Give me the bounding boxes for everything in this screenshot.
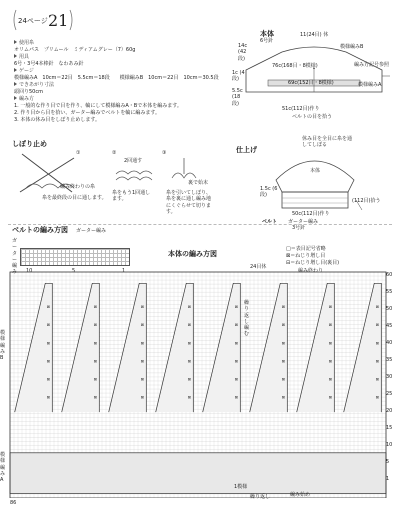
legend-item xyxy=(286,253,396,260)
finish-rest-label: 休み目を全目に糸を通してしぼる xyxy=(302,136,353,149)
main-chart xyxy=(8,270,388,498)
stitch-symbol: ⊠ xyxy=(187,376,192,382)
materials-text xyxy=(14,117,229,124)
materials-heading xyxy=(14,96,229,103)
finish-width: 50c(112目)作り xyxy=(292,211,330,217)
row-numbers xyxy=(386,272,398,492)
stitch-symbol: ⊠ xyxy=(187,394,192,400)
stitch-symbol: ⊠ xyxy=(93,322,98,328)
stitch-symbol: ⊠ xyxy=(46,340,51,346)
section-divider xyxy=(8,224,392,225)
row-number: 1 xyxy=(386,476,390,482)
row-number: 35 xyxy=(386,357,393,363)
materials-text xyxy=(14,61,229,68)
materials-line-text: できあがり寸法 xyxy=(19,82,55,88)
finish-belt-pattern: ガーター編み xyxy=(288,219,319,225)
bullet-triangle-icon xyxy=(14,82,17,86)
step-2: ② xyxy=(112,150,117,156)
body-diagram-title: 本体 xyxy=(260,30,274,38)
shibori-pull: 糸を引いてしぼり、糸を裏に通し編み地にくぐらせて切ります。 xyxy=(166,190,212,215)
shibori-two-together: 2回通す xyxy=(124,158,143,164)
shibori-tail: 裏で始末 xyxy=(188,180,209,186)
stitch-symbol: ⊠ xyxy=(375,376,380,382)
finish-left: 1.5c (6段) xyxy=(260,186,278,199)
body-side-a: 14c (42段) xyxy=(238,43,248,62)
stitch-symbol: ⊠ xyxy=(375,358,380,364)
stitch-symbol: ⊠ xyxy=(46,394,51,400)
stitch-symbol: ⊠ xyxy=(234,304,239,310)
legend-symbol: ⊟ xyxy=(286,260,291,266)
stitch-symbol: ⊠ xyxy=(281,394,286,400)
chart-legend xyxy=(286,246,396,267)
main-top-count: 24目休 xyxy=(250,264,267,270)
stitch-symbol: ⊠ xyxy=(328,376,333,382)
materials-line-text: 使用糸 xyxy=(19,40,35,46)
materials-line-text: 3. 本体の休み目をしぼり止めします。 xyxy=(14,117,100,123)
row-number: 55 xyxy=(386,289,393,295)
row-number: 50 xyxy=(386,306,393,312)
stitch-symbol: ⊠ xyxy=(187,340,192,346)
stitch-symbol: ⊠ xyxy=(328,340,333,346)
stitch-symbol: ⊠ xyxy=(281,322,286,328)
stitch-symbol: ⊠ xyxy=(93,340,98,346)
stitch-symbol: ⊠ xyxy=(93,394,98,400)
stitch-symbol: ⊠ xyxy=(187,322,192,328)
body-belt-pickup: ベルトの目を拾う xyxy=(292,114,333,120)
body-needle: 6号針 xyxy=(260,38,274,44)
finish-pick: (112目)拾う xyxy=(352,198,381,204)
stitch-symbol: ⊠ xyxy=(140,322,145,328)
stitch-symbol: ⊠ xyxy=(93,358,98,364)
bullet-triangle-icon xyxy=(14,40,17,44)
body-decrease: 編み方記号参照 xyxy=(354,62,390,68)
materials-text xyxy=(14,89,229,96)
page-number: 86 xyxy=(10,500,17,506)
materials-line-text: 用具 xyxy=(19,54,30,60)
stitch-symbol: ⊠ xyxy=(140,358,145,364)
body-diagram xyxy=(232,30,397,130)
step-1: ① xyxy=(76,150,81,156)
finish-title: 仕上げ xyxy=(236,146,257,154)
stitch-symbol: ⊠ xyxy=(375,340,380,346)
shibori-yarn-end: 編み終わりの糸 xyxy=(60,184,96,190)
stitch-symbol: ⊠ xyxy=(187,304,192,310)
shibori-pass-twice: 糸をもう1回通します。 xyxy=(112,190,151,203)
main-end-label: 編み終わり xyxy=(298,268,324,274)
materials-line-text: 2. 作り目から目を拾い、ガーター編みでベルトを輪に編みます。 xyxy=(14,110,160,116)
stitch-symbol: ⊠ xyxy=(46,358,51,364)
stitch-symbol: ⊠ xyxy=(234,376,239,382)
chart-repeat-wedge xyxy=(203,283,241,412)
main-pat-b-left: 模様編みB xyxy=(0,330,6,361)
belt-chart-title: ベルトの編み方図 xyxy=(12,226,68,234)
belt-side-label: ガーター編み xyxy=(12,238,18,276)
finish-body-label: 本体 xyxy=(310,168,321,174)
legend-text: ＝ねじり増し目(裏目) xyxy=(290,260,340,266)
bullet-triangle-icon xyxy=(14,54,17,58)
legend-text: ＝ねじり増し目 xyxy=(290,253,326,259)
row-number: 10 xyxy=(386,442,393,448)
body-pattern-a: 模様編みA xyxy=(358,82,382,88)
stitch-symbol: ⊠ xyxy=(328,358,333,364)
bullet-triangle-icon xyxy=(14,96,17,100)
stitch-symbol: ⊠ xyxy=(140,394,145,400)
row-number: 45 xyxy=(386,323,393,329)
pattern-a-band xyxy=(10,453,386,494)
stitch-symbol: ⊠ xyxy=(46,322,51,328)
shibori-last-row: 糸を最終段の目に通します。 xyxy=(42,195,107,201)
pattern-header xyxy=(12,8,74,32)
pattern-number: 21 xyxy=(48,11,69,30)
main-chart-svg xyxy=(8,270,388,498)
stitch-symbol: ⊠ xyxy=(375,304,380,310)
shibori-section xyxy=(12,140,212,220)
finish-belt: ベルト xyxy=(262,219,278,225)
stitch-symbol: ⊠ xyxy=(46,304,51,310)
materials-line-text: 1. 一般的な作り目で目を作り、輪にして模様編みA・Bで本体を編みます。 xyxy=(14,103,182,109)
materials-text xyxy=(14,47,229,54)
legend-item xyxy=(286,260,396,267)
finish-diagram xyxy=(232,130,397,230)
body-top-dim: 11(24目) 休 xyxy=(300,32,329,38)
materials-line-text: 頭回り50cm xyxy=(14,89,43,95)
stitch-symbol: ⊠ xyxy=(328,322,333,328)
stitch-symbol: ⊠ xyxy=(93,304,98,310)
legend-text: ＝表目記号省略 xyxy=(290,246,326,252)
materials-list xyxy=(14,40,229,124)
belt-grid xyxy=(20,248,130,266)
stitch-symbol: ⊠ xyxy=(281,358,286,364)
belt-chart xyxy=(12,226,132,276)
row-number: 60 xyxy=(386,272,393,278)
stitch-symbol: ⊠ xyxy=(281,304,286,310)
belt-num-10: 10 xyxy=(26,268,33,274)
shibori-title: しぼり止め xyxy=(12,140,47,148)
chart-repeat-wedge xyxy=(156,283,194,412)
row-number: 40 xyxy=(386,340,393,346)
chart-repeat-wedge xyxy=(109,283,147,412)
chart-repeat-wedge xyxy=(297,283,335,412)
page-reference: 24ページ xyxy=(18,17,48,25)
body-width-bottom: 51c(112目)作り xyxy=(282,106,320,112)
materials-heading xyxy=(14,68,229,75)
stitch-symbol: ⊠ xyxy=(281,340,286,346)
stitch-symbol: ⊠ xyxy=(375,322,380,328)
stitch-symbol: ⊠ xyxy=(375,394,380,400)
belt-num-1: 1 xyxy=(122,268,126,274)
materials-line-text: ゲージ xyxy=(19,68,34,74)
body-left-55c: 5.5c (18段) xyxy=(232,88,243,107)
chart-repeat-wedge xyxy=(344,283,382,412)
row-number: 5 xyxy=(386,459,390,465)
stitch-symbol: ⊠ xyxy=(140,376,145,382)
row-number: 30 xyxy=(386,374,393,380)
row-number: 20 xyxy=(386,408,393,414)
main-pat-a-left: 模様編みA xyxy=(0,452,6,483)
stitch-symbol: ⊠ xyxy=(93,376,98,382)
stitch-symbol: ⊠ xyxy=(281,376,286,382)
legend-item xyxy=(286,246,396,253)
stitch-symbol: ⊠ xyxy=(234,394,239,400)
body-shape-icon xyxy=(232,44,397,104)
stitch-symbol: ⊠ xyxy=(234,358,239,364)
stitch-symbol: ⊠ xyxy=(328,394,333,400)
stitch-symbol: ⊠ xyxy=(140,340,145,346)
materials-text xyxy=(14,75,229,82)
bullet-triangle-icon xyxy=(14,68,17,72)
step-3: ③ xyxy=(162,150,167,156)
belt-num-5: 5 xyxy=(72,268,76,274)
main-start-label: 編み始め xyxy=(290,492,311,498)
stitch-symbol: ⊠ xyxy=(328,304,333,310)
stitch-symbol: ⊠ xyxy=(187,358,192,364)
chart-repeat-wedge xyxy=(250,283,288,412)
row-number: 25 xyxy=(386,391,393,397)
body-left-1c: 1c (4段) xyxy=(232,70,245,83)
stitch-symbol: ⊠ xyxy=(234,340,239,346)
main-chart-title: 本体の編み方図 xyxy=(168,250,217,258)
finish-needle: 3号針 xyxy=(292,225,306,231)
belt-chart-pattern: ガーター編み xyxy=(76,228,107,234)
materials-line-text: オリムパス プリムール ミディアムグレー（7）60g xyxy=(14,47,136,53)
materials-heading xyxy=(14,54,229,61)
legend-symbol: ⊠ xyxy=(286,253,291,259)
chart-repeat-wedge xyxy=(62,283,100,412)
materials-text xyxy=(14,103,229,110)
materials-heading xyxy=(14,82,229,89)
stitch-symbol: ⊠ xyxy=(140,304,145,310)
chart-repeat-wedge xyxy=(15,283,53,412)
materials-line-text: 模様編みA 10cm＝22目 5.5cm＝18段 模様編みB 10cm＝22目 10cm＝30.5段 xyxy=(14,75,219,81)
body-width-top: 76c(168目・8模様) xyxy=(272,63,318,69)
body-width-mid: 69c(152目・8模様) xyxy=(288,80,334,86)
materials-line-text: 編み方 xyxy=(19,96,35,102)
materials-line-text: 6号・3号4本棒針 なわあみ針 xyxy=(14,61,84,67)
body-pattern-b: 模様編みB xyxy=(340,44,364,50)
stitch-symbol: ⊠ xyxy=(234,322,239,328)
row-number: 15 xyxy=(386,425,393,431)
main-repeat2: 繰り返し xyxy=(250,494,271,500)
materials-heading xyxy=(14,40,229,47)
main-repeat-label: 繰り返し編む xyxy=(244,300,250,338)
main-one-repeat: 1模様 xyxy=(234,484,248,490)
legend-symbol: □ xyxy=(286,246,291,252)
stitch-symbol: ⊠ xyxy=(46,376,51,382)
materials-text xyxy=(14,110,229,117)
